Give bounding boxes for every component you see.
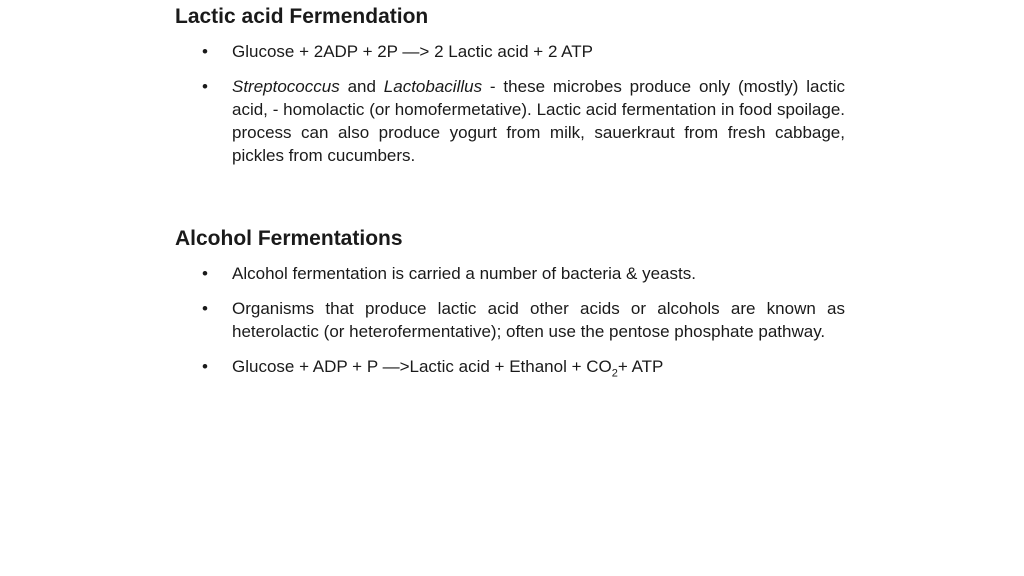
section-heading: Alcohol Fermentations <box>175 227 403 250</box>
section-heading: Lactic acid Fermendation <box>175 5 429 28</box>
bullet-list <box>175 262 845 378</box>
subscript: 2 <box>611 367 618 380</box>
bullet-item <box>175 40 845 63</box>
bullet-text: Glucose + 2ADP + 2P —> 2 Lactic acid + 2 ATP <box>232 42 593 61</box>
bullet-item <box>175 75 845 167</box>
organism-name: Lactobacillus <box>383 77 483 96</box>
bullet-text: Alcohol fermentation is carried a number of bacteria & yeasts. <box>232 264 696 283</box>
bullet-text <box>232 75 845 167</box>
bullet-text <box>232 355 845 378</box>
bullet-dot-icon: • <box>202 299 208 318</box>
bullet-dot-icon: • <box>202 77 208 96</box>
bullet-dot-icon: • <box>202 264 208 283</box>
bullet-dot-icon: • <box>202 357 208 376</box>
section-lactic-acid <box>175 4 845 179</box>
bullet-item <box>175 297 845 343</box>
organism-name: Streptococcus <box>232 77 340 96</box>
bullet-text: Organisms that produce lactic acid other acids or alcohols are known as heterolactic (or heterofermentative); often use the pentose phosphate pathway. <box>232 299 845 341</box>
bullet-item <box>175 262 845 285</box>
equation-part: Glucose + ADP + P —>Lactic acid + Ethanol + CO <box>232 357 612 376</box>
section-alcohol <box>175 226 845 390</box>
bullet-item <box>175 355 845 378</box>
equation-part: + ATP <box>617 357 664 376</box>
bullet-dot-icon: • <box>202 42 208 61</box>
bullet-text-part: - these microbes produce only (mostly) lactic acid, - homolactic (or homofermetative). Lactic acid fermentation in food spoilage. process can also produce yogurt from milk, sauerkraut from fresh cabbage, pickles from cucumbers. <box>232 77 846 165</box>
bullet-list <box>175 40 845 167</box>
bullet-text-part: and <box>339 77 384 96</box>
